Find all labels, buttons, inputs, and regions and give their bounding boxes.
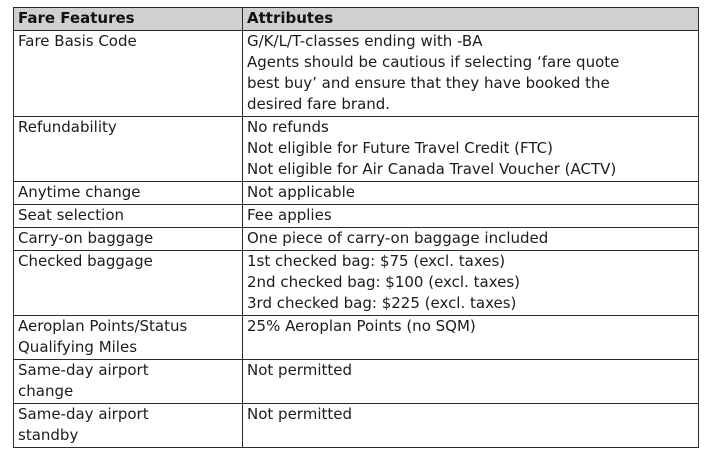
attribute-line: 1st checked bag: $75 (excl. taxes) xyxy=(247,252,506,270)
feature-cell xyxy=(14,251,243,316)
feature-label: standby xyxy=(18,426,79,444)
table-row xyxy=(14,360,699,404)
table-row xyxy=(14,182,699,205)
feature-cell xyxy=(14,31,243,117)
attribute-cell xyxy=(243,205,699,228)
attribute-line: best buy’ and ensure that they have booked the xyxy=(247,74,610,92)
table-row xyxy=(14,316,699,360)
table-row xyxy=(14,117,699,182)
attribute-line: Fee applies xyxy=(247,206,332,224)
attribute-cell xyxy=(243,31,699,117)
attribute-line: Agents should be cautious if selecting ‘fare quote xyxy=(247,53,620,71)
attribute-line: Not eligible for Air Canada Travel Voucher (ACTV) xyxy=(247,160,617,178)
header-attributes: Attributes xyxy=(243,8,699,31)
attribute-cell xyxy=(243,182,699,205)
attribute-line: Not permitted xyxy=(247,361,352,379)
feature-cell xyxy=(14,360,243,404)
attribute-line: 3rd checked bag: $225 (excl. taxes) xyxy=(247,294,517,312)
table-row xyxy=(14,404,699,448)
feature-label: Carry-on baggage xyxy=(18,229,154,247)
feature-label: Same-day airport xyxy=(18,405,149,423)
attribute-cell xyxy=(243,117,699,182)
header-row xyxy=(14,8,699,31)
feature-cell xyxy=(14,316,243,360)
attribute-cell xyxy=(243,404,699,448)
feature-label: Qualifying Miles xyxy=(18,338,138,356)
feature-label: Anytime change xyxy=(18,183,141,201)
fare-features-table xyxy=(13,7,699,448)
table-body xyxy=(14,31,699,448)
feature-cell xyxy=(14,117,243,182)
attribute-cell xyxy=(243,360,699,404)
attribute-cell xyxy=(243,316,699,360)
feature-label: Seat selection xyxy=(18,206,125,224)
attribute-line: 25% Aeroplan Points (no SQM) xyxy=(247,317,476,335)
attribute-line: Not applicable xyxy=(247,183,355,201)
attribute-line: G/K/L/T-classes ending with -BA xyxy=(247,32,483,50)
feature-cell xyxy=(14,404,243,448)
table-row xyxy=(14,205,699,228)
attribute-line: Not permitted xyxy=(247,405,352,423)
table-row xyxy=(14,228,699,251)
attribute-line: desired fare brand. xyxy=(247,95,391,113)
feature-label: Same-day airport xyxy=(18,361,149,379)
table-row xyxy=(14,31,699,117)
feature-label: change xyxy=(18,382,74,400)
attribute-line: 2nd checked bag: $100 (excl. taxes) xyxy=(247,273,521,291)
feature-cell xyxy=(14,228,243,251)
table-row xyxy=(14,251,699,316)
feature-cell xyxy=(14,182,243,205)
attribute-cell xyxy=(243,228,699,251)
attribute-line: Not eligible for Future Travel Credit (FTC) xyxy=(247,139,553,157)
attribute-line: No refunds xyxy=(247,118,329,136)
attribute-line: One piece of carry-on baggage included xyxy=(247,229,549,247)
feature-label: Fare Basis Code xyxy=(18,32,137,50)
attribute-cell xyxy=(243,251,699,316)
feature-cell xyxy=(14,205,243,228)
feature-label: Refundability xyxy=(18,118,117,136)
feature-label: Aeroplan Points/Status xyxy=(18,317,188,335)
table-header xyxy=(14,8,699,31)
header-fare-features: Fare Features xyxy=(14,8,243,31)
feature-label: Checked baggage xyxy=(18,252,153,270)
